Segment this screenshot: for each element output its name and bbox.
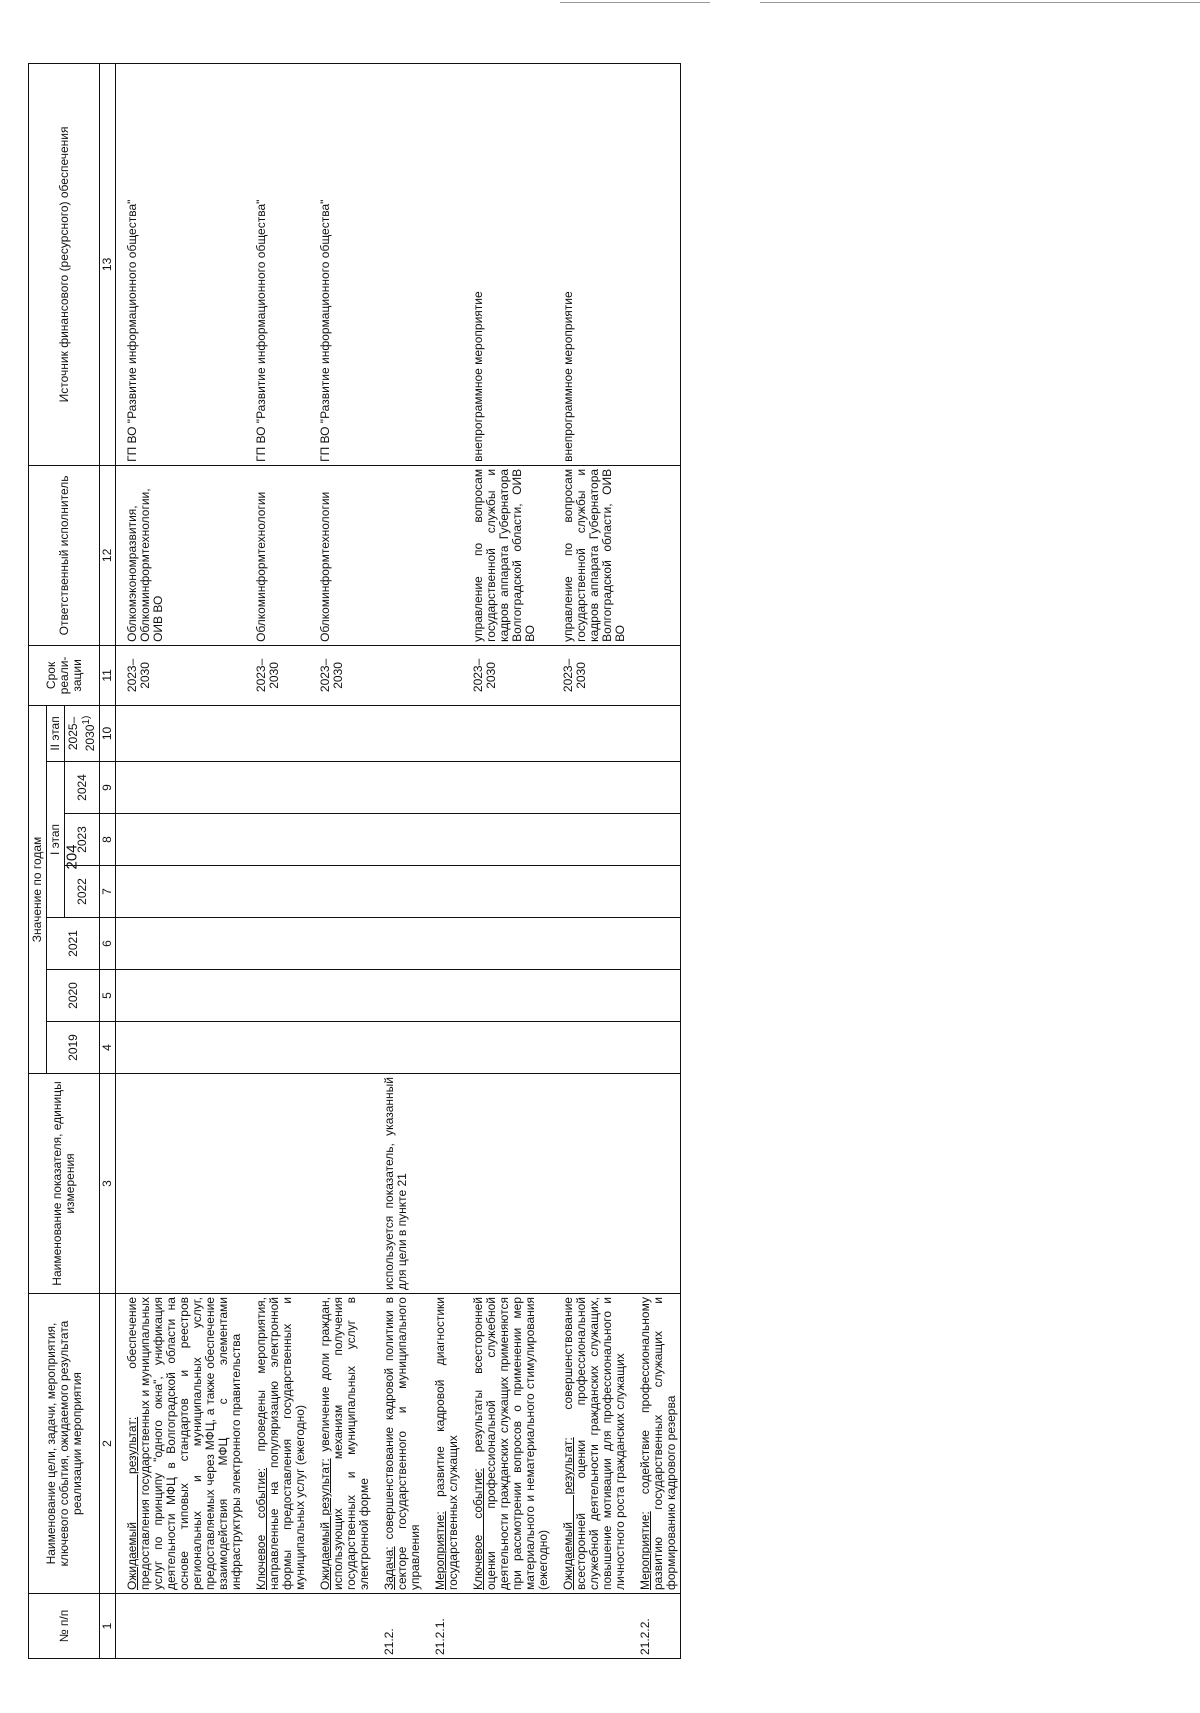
row-value-cell <box>424 762 462 814</box>
row-indicator <box>245 1074 309 1294</box>
row-value-cell <box>245 814 309 866</box>
column-number: 6 <box>100 918 116 970</box>
row-type-label: Ключевое событие: <box>471 1468 485 1590</box>
row-value-cell <box>424 705 462 761</box>
row-value-cell <box>373 814 424 866</box>
row-value-cell <box>462 918 552 970</box>
row-value-cell <box>309 705 373 761</box>
row-executor <box>373 465 424 645</box>
header-term: Срок реали-зации <box>29 645 100 705</box>
row-number <box>462 1594 552 1659</box>
row-value-cell <box>552 705 629 761</box>
row-text: развитие кадровой диагностики государственных служащих <box>433 1297 460 1590</box>
row-text: содействие профессиональному развитию государственных служащих и формированию кадрового резерва <box>638 1297 678 1590</box>
table-row <box>424 63 462 1658</box>
column-number: 2 <box>100 1294 116 1594</box>
row-value-cell <box>245 705 309 761</box>
row-number: 21.2. <box>373 1594 424 1659</box>
table-row <box>462 63 552 1658</box>
row-value-cell <box>462 705 552 761</box>
row-source: ГП ВО "Развитие информационного общества" <box>245 63 309 465</box>
row-term <box>629 645 681 705</box>
row-number <box>552 1594 629 1659</box>
row-value-cell <box>373 762 424 814</box>
row-executor: Облкоминформтехнологии <box>245 465 309 645</box>
row-name <box>245 1294 309 1594</box>
row-source: ГП ВО "Развитие информационного общества" <box>116 63 246 465</box>
row-term: 2023–2030 <box>462 645 552 705</box>
header-2025-2030-label: 2025–2030 <box>66 716 97 752</box>
row-indicator <box>462 1074 552 1294</box>
header-2024: 2024 <box>65 762 100 814</box>
row-value-cell <box>373 970 424 1022</box>
row-source: ГП ВО "Развитие информационного общества" <box>309 63 373 465</box>
row-value-cell <box>552 970 629 1022</box>
row-source <box>373 63 424 465</box>
column-number: 5 <box>100 970 116 1022</box>
row-value-cell <box>629 1022 681 1074</box>
row-value-cell <box>552 918 629 970</box>
row-text: совершенствование всесторонней оценки профессиональной служебной деятельности гражданских служащих, повышение мотивации для профессионального и личностного роста гражданских служащих <box>561 1297 627 1590</box>
row-source <box>424 63 462 465</box>
column-number: 1 <box>100 1594 116 1659</box>
row-value-cell <box>629 705 681 761</box>
row-value-cell <box>245 762 309 814</box>
page-number: 204 <box>63 844 81 870</box>
column-number: 9 <box>100 762 116 814</box>
header-executor: Ответственный исполнитель <box>29 465 100 645</box>
row-value-cell <box>116 918 246 970</box>
row-value-cell <box>629 970 681 1022</box>
row-value-cell <box>552 1022 629 1074</box>
row-name <box>462 1294 552 1594</box>
header-source: Источник финансового (ресурсного) обеспечения <box>29 63 100 465</box>
header-values-group: Значение по годам <box>29 705 47 1073</box>
header-name: Наименование цели, задачи, мероприятия, ключевого события, ожидаемого результата реализации мероприятия <box>29 1294 100 1594</box>
row-name <box>309 1294 373 1594</box>
row-value-cell <box>629 814 681 866</box>
header-2022: 2022 <box>65 866 100 918</box>
row-value-cell <box>629 866 681 918</box>
column-number: 4 <box>100 1022 116 1074</box>
row-indicator <box>116 1074 246 1294</box>
row-value-cell <box>309 918 373 970</box>
row-type-label: Задача: <box>382 1546 396 1590</box>
row-value-cell <box>373 705 424 761</box>
row-text: обеспечение предоставления государственных и муниципальных услуг по принципу "одного окна", унификация деятельности МФЦ в Волгоградской области на основе типовых стандартов и реестров региональных и муниципальных услуг, предоставляемых через МФЦ, а также обеспечение взаимодействия МФЦ с элементами инфраструктуры электронного правительства <box>125 1297 243 1590</box>
row-term <box>373 645 424 705</box>
header-2023: 2023 <box>65 814 100 866</box>
row-value-cell <box>245 866 309 918</box>
row-number: 21.2.2. <box>629 1594 681 1659</box>
footnote-marker: 1) <box>81 715 92 725</box>
program-table <box>28 63 681 1659</box>
row-value-cell <box>309 1022 373 1074</box>
row-value-cell <box>424 814 462 866</box>
row-text: результаты всесторонней оценки профессиональной служебной деятельности гражданских служащих применяются при рассмотрении вопросов о применении мер материального и нематериального стимулирования (ежегодно) <box>471 1297 550 1590</box>
row-source: внепрограммное мероприятие <box>552 63 629 465</box>
column-number: 10 <box>100 705 116 761</box>
row-executor: Облкоминформтехнологии <box>309 465 373 645</box>
row-name <box>116 1294 246 1594</box>
row-type-label: Мероприятие: <box>638 1511 652 1590</box>
row-number <box>116 1594 246 1659</box>
column-number: 3 <box>100 1074 116 1294</box>
row-value-cell <box>245 970 309 1022</box>
row-value-cell <box>116 705 246 761</box>
row-indicator <box>309 1074 373 1294</box>
table-body <box>100 63 681 1658</box>
row-text: проведены мероприятия, направленные на популяризацию электронной формы предоставления государственных и муниципальных услуг (ежегодно) <box>254 1297 307 1590</box>
table-row <box>373 63 424 1658</box>
row-value-cell <box>116 866 246 918</box>
row-type-label: Ожидаемый результат: <box>318 1458 332 1590</box>
row-indicator: используется показатель, указанный для цели в пункте 21 <box>373 1074 424 1294</box>
row-value-cell <box>462 762 552 814</box>
row-executor <box>629 465 681 645</box>
header-indicator: Наименование показателя, единицы измерения <box>29 1074 100 1294</box>
row-name <box>424 1294 462 1594</box>
row-value-cell <box>424 866 462 918</box>
column-numbers-row <box>100 63 116 1658</box>
row-text: увеличение доли граждан, использующих механизм получения государственных и муниципальных услуг в электронной форме <box>318 1297 371 1590</box>
row-executor: управление по вопросам государственной службы и кадров аппарата Губернатора Волгоградской области, ОИВ ВО <box>462 465 552 645</box>
table-row <box>116 63 246 1658</box>
scan-edge-line-2 <box>760 2 1200 3</box>
row-value-cell <box>552 762 629 814</box>
row-value-cell <box>462 866 552 918</box>
rotated-table-container <box>28 64 1150 1659</box>
row-indicator <box>629 1074 681 1294</box>
row-value-cell <box>245 918 309 970</box>
row-source: внепрограммное мероприятие <box>462 63 552 465</box>
row-term: 2023–2030 <box>245 645 309 705</box>
row-value-cell <box>462 970 552 1022</box>
row-indicator <box>424 1074 462 1294</box>
row-type-label: Ожидаемый результат: <box>125 1416 139 1590</box>
row-term <box>424 645 462 705</box>
row-name <box>629 1294 681 1594</box>
row-value-cell <box>309 762 373 814</box>
column-number: 7 <box>100 866 116 918</box>
row-term: 2023–2030 <box>552 645 629 705</box>
header-2019: 2019 <box>47 1022 100 1074</box>
row-value-cell <box>462 814 552 866</box>
row-value-cell <box>116 814 246 866</box>
row-value-cell <box>629 762 681 814</box>
row-executor <box>424 465 462 645</box>
row-name <box>373 1294 424 1594</box>
row-value-cell <box>116 1022 246 1074</box>
row-text: совершенствование кадровой политики в секторе государственного и муниципального управления <box>382 1297 422 1590</box>
row-type-label: Ключевое событие: <box>254 1467 268 1590</box>
column-number: 13 <box>100 63 116 465</box>
column-number: 11 <box>100 645 116 705</box>
row-value-cell <box>462 1022 552 1074</box>
row-executor: Облкомэкономразвития, Облкоминформтехнологии, ОИВ ВО <box>116 465 246 645</box>
row-source <box>629 63 681 465</box>
row-value-cell <box>116 970 246 1022</box>
row-indicator <box>552 1074 629 1294</box>
row-value-cell <box>245 1022 309 1074</box>
row-term: 2023–2030 <box>116 645 246 705</box>
table-row <box>245 63 309 1658</box>
row-value-cell <box>552 814 629 866</box>
row-executor: управление по вопросам государственной службы и кадров аппарата Губернатора Волгоградской области, ОИВ ВО <box>552 465 629 645</box>
row-number: 21.2.1. <box>424 1594 462 1659</box>
row-value-cell <box>373 1022 424 1074</box>
header-2025-2030 <box>65 705 100 761</box>
table-row <box>309 63 373 1658</box>
row-type-label: Ожидаемый результат: <box>561 1437 575 1590</box>
row-value-cell <box>424 1022 462 1074</box>
header-2020: 2020 <box>47 970 100 1022</box>
row-value-cell <box>424 918 462 970</box>
row-value-cell <box>424 970 462 1022</box>
column-number: 8 <box>100 814 116 866</box>
column-number: 12 <box>100 465 116 645</box>
row-value-cell <box>309 814 373 866</box>
row-term: 2023–2030 <box>309 645 373 705</box>
row-value-cell <box>552 866 629 918</box>
header-stage-2: II этап <box>47 705 65 761</box>
row-value-cell <box>309 970 373 1022</box>
table-row <box>629 63 681 1658</box>
row-type-label: Мероприятие: <box>433 1511 447 1590</box>
table-row <box>552 63 629 1658</box>
row-value-cell <box>373 918 424 970</box>
row-value-cell <box>373 866 424 918</box>
header-num: № п/п <box>29 1594 100 1659</box>
row-value-cell <box>629 918 681 970</box>
scan-edge-line-1 <box>560 2 710 3</box>
row-value-cell <box>116 762 246 814</box>
header-stage-1: I этап <box>47 762 65 918</box>
row-name <box>552 1294 629 1594</box>
row-number <box>309 1594 373 1659</box>
row-value-cell <box>309 866 373 918</box>
row-number <box>245 1594 309 1659</box>
header-2021: 2021 <box>47 918 100 970</box>
